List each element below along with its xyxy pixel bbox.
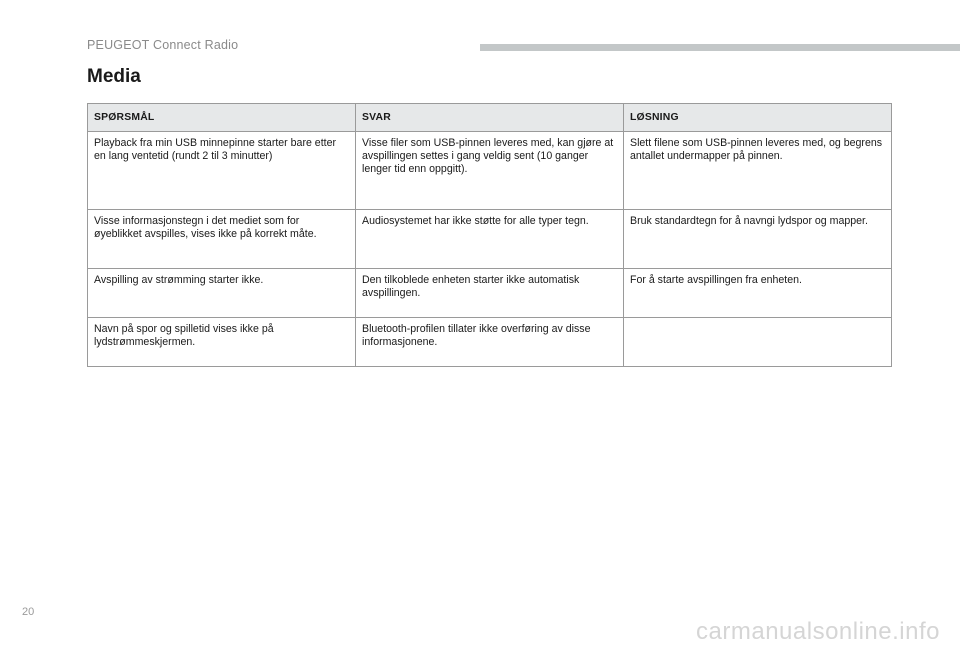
- cell-answer: Audiosystemet har ikke støtte for alle typer tegn.: [356, 210, 624, 269]
- cell-solution: [624, 318, 892, 367]
- section-title: Media: [87, 66, 141, 87]
- page-number: 20: [22, 606, 35, 618]
- table-header-row: [88, 104, 892, 132]
- cell-answer: Visse filer som USB-pinnen leveres med, kan gjøre at avspillingen settes i gang veldig sent (10 ganger lenger tid enn oppgitt).: [356, 132, 624, 210]
- cell-solution: Slett filene som USB-pinnen leveres med, og begrens antallet undermapper på pinnen.: [624, 132, 892, 210]
- cell-solution: Bruk standardtegn for å navngi lydspor og mapper.: [624, 210, 892, 269]
- table-row: [88, 132, 892, 210]
- watermark: carmanualsonline.info: [696, 618, 940, 645]
- column-header-answer: SVAR: [356, 104, 624, 132]
- faq-table: [87, 103, 892, 367]
- cell-question: Avspilling av strømming starter ikke.: [88, 269, 356, 318]
- cell-answer: Bluetooth-profilen tillater ikke overføring av disse informasjonene.: [356, 318, 624, 367]
- column-header-solution: LØSNING: [624, 104, 892, 132]
- table-row: [88, 318, 892, 367]
- cell-answer: Den tilkoblede enheten starter ikke automatisk avspillingen.: [356, 269, 624, 318]
- table-row: [88, 269, 892, 318]
- cell-question: Visse informasjonstegn i det mediet som for øyeblikket avspilles, vises ikke på korrekt måte.: [88, 210, 356, 269]
- cell-solution: For å starte avspillingen fra enheten.: [624, 269, 892, 318]
- cell-question: Navn på spor og spilletid vises ikke på lydstrømmeskjermen.: [88, 318, 356, 367]
- header-decorative-bar: [480, 44, 960, 51]
- running-header-title: PEUGEOT Connect Radio: [87, 38, 239, 52]
- column-header-question: SPØRSMÅL: [88, 104, 356, 132]
- table-row: [88, 210, 892, 269]
- cell-question: Playback fra min USB minnepinne starter bare etter en lang ventetid (rundt 2 til 3 minutter): [88, 132, 356, 210]
